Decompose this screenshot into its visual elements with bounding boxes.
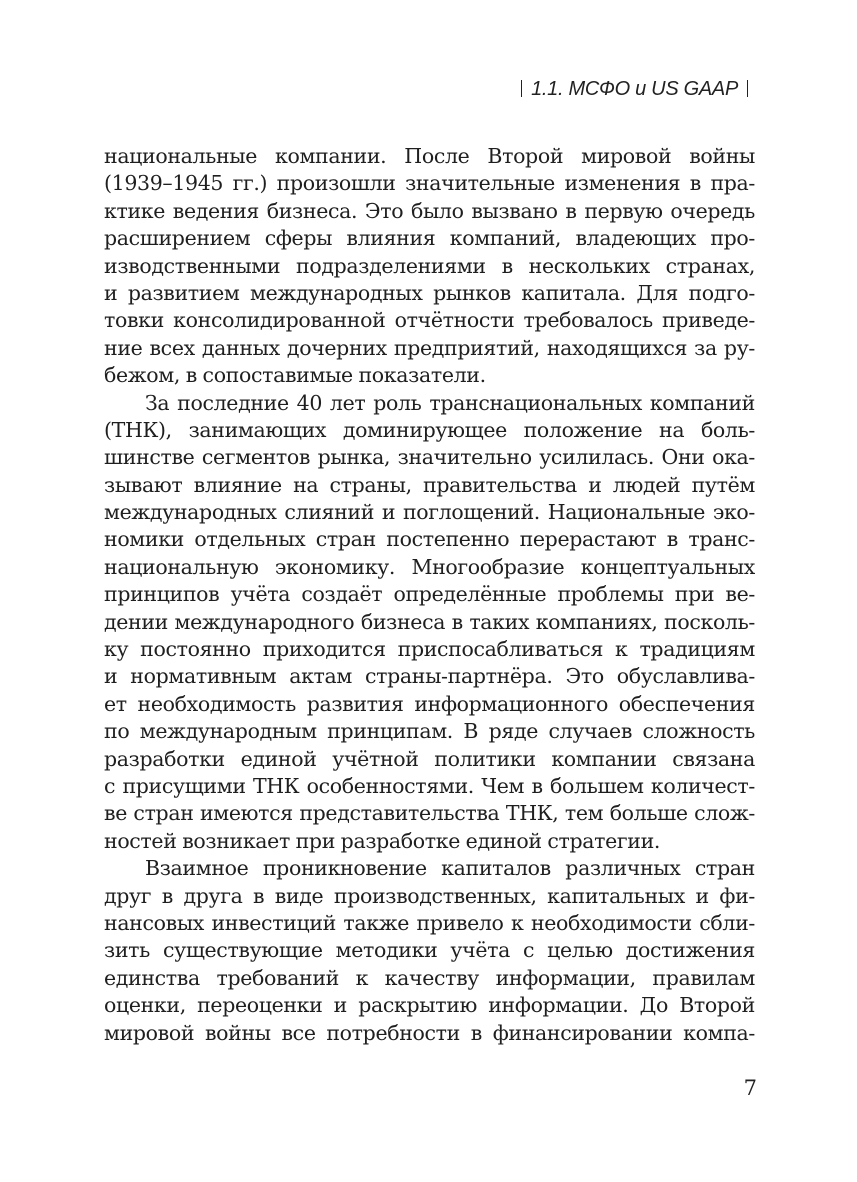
- text-line: ктике ведения бизнеса. Это было вызвано в первую очередь: [104, 198, 755, 223]
- text-line: принципов учёта создаёт определённые проблемы при ве-: [104, 582, 755, 607]
- text-line: (1939–1945 гг.) произошли значительные изменения в пра-: [104, 171, 755, 196]
- text-line: ностей возникает при разработке единой стратегии.: [104, 828, 661, 853]
- text-line: товки консолидированной отчётности требовалось приведе-: [104, 308, 755, 333]
- text-line: оценки, переоценки и раскрытию информации. До Второй: [104, 993, 755, 1018]
- text-line: расширением сферы влияния компаний, владеющих про-: [104, 226, 755, 251]
- text-line: единства требований к качеству информации, правилам: [104, 965, 755, 990]
- text-line: по международным принципам. В ряде случаев сложность: [104, 719, 755, 744]
- text-line: национальные компании. После Второй мировой войны: [104, 144, 755, 168]
- text-line: разработки единой учётной политики компании связана: [104, 746, 755, 771]
- page-number: 7: [743, 1076, 757, 1100]
- text-line: ве стран имеются представительства ТНК, тем больше слож-: [104, 801, 755, 826]
- text-line: дении международного бизнеса в таких компаниях, посколь-: [104, 609, 755, 634]
- text-line: ет необходимость развития информационного обеспечения: [104, 691, 755, 716]
- body-text: [104, 143, 755, 1047]
- text-line: национальную экономику. Многообразие концептуальных: [104, 554, 755, 579]
- text-line: зить существующие методики учёта с целью достижения: [104, 938, 755, 963]
- text-line: международных слияний и поглощений. Национальные эко-: [104, 500, 755, 525]
- text-line: За последние 40 лет роль транснациональных компаний: [145, 390, 755, 415]
- text-line: изводственными подразделениями в нескольких странах,: [104, 253, 755, 278]
- text-line: и развитием международных рынков капитала. Для подго-: [104, 280, 755, 305]
- text-line: нансовых инвестиций также привело к необходимости сбли-: [104, 910, 755, 935]
- running-head-right-bar: [747, 80, 748, 97]
- text-line: с присущими ТНК особенностями. Чем в большем количест-: [104, 773, 755, 798]
- text-line: ку постоянно приходится приспосабливаться к традициям: [104, 637, 755, 662]
- text-line: бежом, в сопоставимые показатели.: [104, 363, 486, 388]
- text-line: Взаимное проникновение капиталов различных стран: [145, 856, 755, 881]
- text-line: (ТНК), занимающих доминирующее положение на боль-: [104, 417, 755, 442]
- text-line: и нормативным актам страны-партнёра. Это обуславлива-: [104, 664, 755, 689]
- running-head-left-bar: [521, 80, 522, 97]
- text-line: шинстве сегментов рынка, значительно усилилась. Они ока-: [104, 445, 755, 470]
- running-head-text: 1.1. МСФО и US GAAP: [531, 78, 738, 100]
- running-head: [512, 78, 757, 101]
- text-line: мировой войны все потребности в финансировании компа-: [104, 1020, 755, 1045]
- text-line: друг в друга в виде производственных, капитальных и фи-: [104, 883, 755, 908]
- text-line: номики отдельных стран постепенно перерастают в транс-: [104, 527, 755, 552]
- text-line: зывают влияние на страны, правительства и людей путём: [104, 472, 755, 497]
- text-line: ние всех данных дочерних предприятий, находящихся за ру-: [104, 335, 755, 360]
